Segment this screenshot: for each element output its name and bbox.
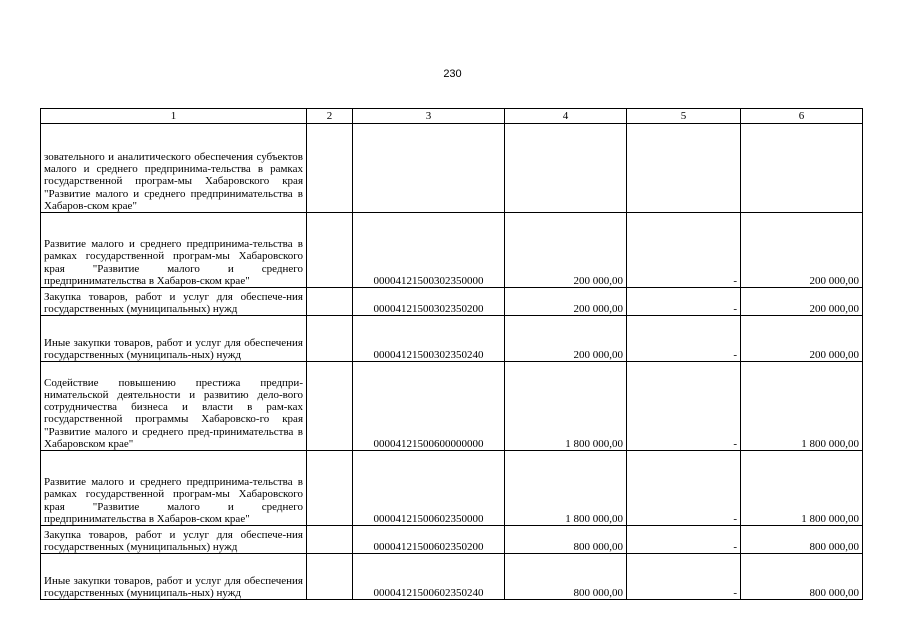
row-code: 00004121500602350240 xyxy=(353,554,505,600)
row-value-6: 200 000,00 xyxy=(741,316,863,362)
row-value-6: 200 000,00 xyxy=(741,213,863,288)
column-header-1: 1 xyxy=(41,109,307,124)
table-row xyxy=(41,526,863,554)
table-row xyxy=(41,554,863,600)
table-row xyxy=(41,316,863,362)
row-value-5: - xyxy=(627,213,741,288)
table-row xyxy=(41,362,863,451)
row-value-5: - xyxy=(627,451,741,526)
row-value-5 xyxy=(627,124,741,213)
row-col2 xyxy=(307,316,353,362)
row-value-5: - xyxy=(627,362,741,451)
table-row xyxy=(41,451,863,526)
table-row xyxy=(41,124,863,213)
row-col2 xyxy=(307,124,353,213)
row-value-4: 1 800 000,00 xyxy=(505,362,627,451)
row-value-5: - xyxy=(627,526,741,554)
row-description: Иные закупки товаров, работ и услуг для обеспечения государственных (муниципаль-ных) нужд xyxy=(41,554,307,600)
row-value-5: - xyxy=(627,554,741,600)
row-description: Закупка товаров, работ и услуг для обеспече-ния государственных (муниципальных) нужд xyxy=(41,288,307,316)
row-code: 00004121500600000000 xyxy=(353,362,505,451)
table-row xyxy=(41,288,863,316)
row-value-5: - xyxy=(627,288,741,316)
row-col2 xyxy=(307,554,353,600)
row-code: 00004121500302350000 xyxy=(353,213,505,288)
row-description: Содействие повышению престижа предпри-нимательской деятельности и развитию дело-вого сотрудничества бизнеса и власти в рам-ках государственной программы Хабаровско-го края "Развитие малого и среднего пред-принимательства в Хабаровском крае" xyxy=(41,362,307,451)
row-code: 00004121500302350200 xyxy=(353,288,505,316)
row-value-6: 200 000,00 xyxy=(741,288,863,316)
row-description: зовательного и аналитического обеспечения субъектов малого и среднего предпринима-тельства в рамках государственной програм-мы Хабаровского края "Развитие малого и среднего предпринимательства в Хабаров-ском крае" xyxy=(41,124,307,213)
row-description: Закупка товаров, работ и услуг для обеспече-ния государственных (муниципальных) нужд xyxy=(41,526,307,554)
row-value-4: 200 000,00 xyxy=(505,288,627,316)
row-code: 00004121500302350240 xyxy=(353,316,505,362)
row-col2 xyxy=(307,362,353,451)
row-value-4: 800 000,00 xyxy=(505,526,627,554)
budget-table xyxy=(40,108,863,600)
row-value-6: 800 000,00 xyxy=(741,526,863,554)
row-value-4: 1 800 000,00 xyxy=(505,451,627,526)
row-value-6: 1 800 000,00 xyxy=(741,362,863,451)
row-col2 xyxy=(307,288,353,316)
row-value-4: 200 000,00 xyxy=(505,213,627,288)
column-header-6: 6 xyxy=(741,109,863,124)
row-code: 00004121500602350200 xyxy=(353,526,505,554)
row-col2 xyxy=(307,451,353,526)
table-header-row xyxy=(41,109,863,124)
table-row xyxy=(41,213,863,288)
row-description: Развитие малого и среднего предпринима-тельства в рамках государственной програм-мы Хабаровского края "Развитие малого и среднего предпринимательства в Хабаров-ском крае" xyxy=(41,213,307,288)
column-header-3: 3 xyxy=(353,109,505,124)
column-header-2: 2 xyxy=(307,109,353,124)
row-col2 xyxy=(307,213,353,288)
page-number: 230 xyxy=(443,68,462,80)
row-description: Иные закупки товаров, работ и услуг для обеспечения государственных (муниципаль-ных) нужд xyxy=(41,316,307,362)
row-value-5: - xyxy=(627,316,741,362)
row-description: Развитие малого и среднего предпринима-тельства в рамках государственной програм-мы Хабаровского края "Развитие малого и среднего предпринимательства в Хабаров-ском крае" xyxy=(41,451,307,526)
row-col2 xyxy=(307,526,353,554)
row-value-6: 800 000,00 xyxy=(741,554,863,600)
row-value-6: 1 800 000,00 xyxy=(741,451,863,526)
row-code: 00004121500602350000 xyxy=(353,451,505,526)
row-value-4: 800 000,00 xyxy=(505,554,627,600)
row-value-4 xyxy=(505,124,627,213)
row-value-6 xyxy=(741,124,863,213)
column-header-4: 4 xyxy=(505,109,627,124)
row-code xyxy=(353,124,505,213)
column-header-5: 5 xyxy=(627,109,741,124)
row-value-4: 200 000,00 xyxy=(505,316,627,362)
